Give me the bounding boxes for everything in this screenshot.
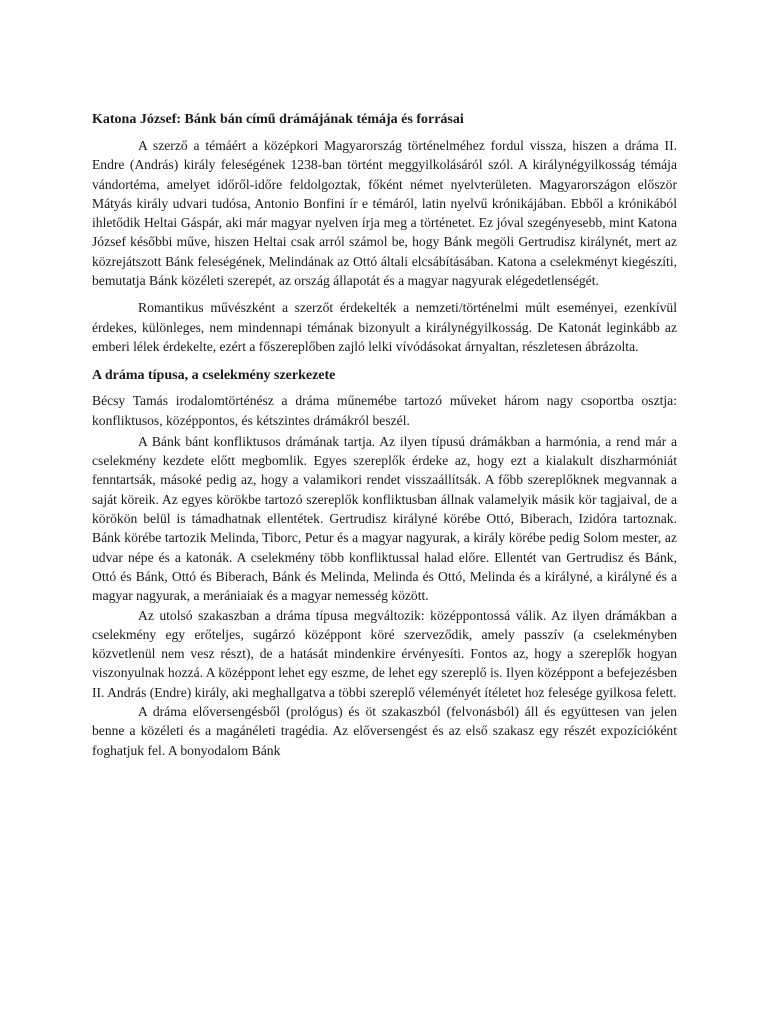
document-body <box>92 110 677 760</box>
section-heading: A dráma típusa, a cselekmény szerkezete <box>92 368 336 384</box>
paragraph-romantic-interest: Romantikus művészként a szerzőt érdekelték a nemzeti/történelmi múlt eseményei, ezenkívül érdekes, különleges, nem mindennapi témának bizonyult a királynégyilkosság. De Katonát leginkább az emberi lélek érdekelte, ezért a főszereplőben zajló lelki vívódásokat árnyaltan, részletesen ábrázolta. <box>92 300 677 354</box>
paragraph-structure: A dráma előversengésből (prológus) és öt szakaszból (felvonásból) áll és együttesen van jelen benne a közéleti és a magánéleti tragédia. Az előversengést és az első szakasz egy részét expozícióként foghatjuk fel. A bonyodalom Bánk <box>92 704 677 758</box>
paragraph-conflict-drama: A Bánk bánt konfliktusos drámának tartja. Az ilyen típusú drámákban a harmónia, a rend már a cselekmény kezdete előtt megbomlik. Egyes szereplők érdeke az, hogy ezt a kialakult diszharmóniát fenntartsák, másoké pedig az, hogy a valamikori rendet visszaállítsák. A főbb szereplőknek megvannak a saját köreik. Az egyes körökbe tartozó szereplők konfliktusban állnak valamelyik másik kör tagjaival, de a körökön belül is támadhatnak ellentétek. Gertrudisz királyné körébe Ottó, Biberach, Izidóra tartoznak. Bánk körébe tartozik Melinda, Tiborc, Petur és a magyar nagyurak, a király körébe pedig Solom mester, az udvar népe és a katonák. A cselekmény több konfliktussal halad előre. Ellentét van Gertrudisz és Bánk, Ottó és Bánk, Ottó és Biberach, Bánk és Melinda, Melinda és Ottó, Melinda és a királyné, a királyné és a magyar nagyurak, a merániaiak és a magyar nemesség között. <box>92 433 677 604</box>
paragraph-becsy-classification: Bécsy Tamás irodalomtörténész a dráma műnemébe tartozó műveket három nagy csoportba osztja: konfliktusos, középpontos, és kétszintes drámákról beszél. <box>92 393 677 428</box>
paragraph-centered-drama: Az utolsó szakaszban a dráma típusa megváltozik: középpontossá válik. Az ilyen drámákban a cselekmény egy erőteljes, sugárzó középpont köré szerveződik, amely passzív (a cselekményben közvetlenül nem vesz részt), de a hatását mindenkire érvényesíti. Fontos az, hogy a szereplők hogyan viszonyulnak hozzá. A középpont lehet egy eszme, de lehet egy szereplő is. Ilyen középpont a befejezésben II. András (Endre) király, aki meghallgatva a többi szereplő véleményét ítéletet hoz felesége gyilkosa felett. <box>92 607 677 700</box>
document-title: Katona József: Bánk bán című drámájának témája és forrásai <box>92 112 464 127</box>
paragraph-themes-sources: A szerző a témáért a középkori Magyarország történelméhez fordul vissza, hiszen a dráma II. Endre (András) király feleségének 1238-ban történt meggyilkolásáról szól. A királynégyilkosság témája vándortéma, amelyet időről-időre feldolgoztak, főként német nyelvterületen. Magyarországon először Mátyás király udvari tudósa, Antonio Bonfini ír e témáról, latin nyelvű krónikájában. Ebből a krónikából ihletődik Heltai Gáspár, aki már magyar nyelven írja meg a történetet. Ez jóval szegényesebb, mint Katona József későbbi műve, hiszen Heltai csak arról számol be, hogy Bánk megöli Gertrudisz királynét, mert az közrejátszott Bánk feleségének, Melindának az Ottó általi elcsábításában. Katona a cselekményt kiegészíti, bemutatja Bánk közéleti szerepét, az ország állapotát és a magyar nagyurak elégedetlenségét. <box>92 138 677 289</box>
